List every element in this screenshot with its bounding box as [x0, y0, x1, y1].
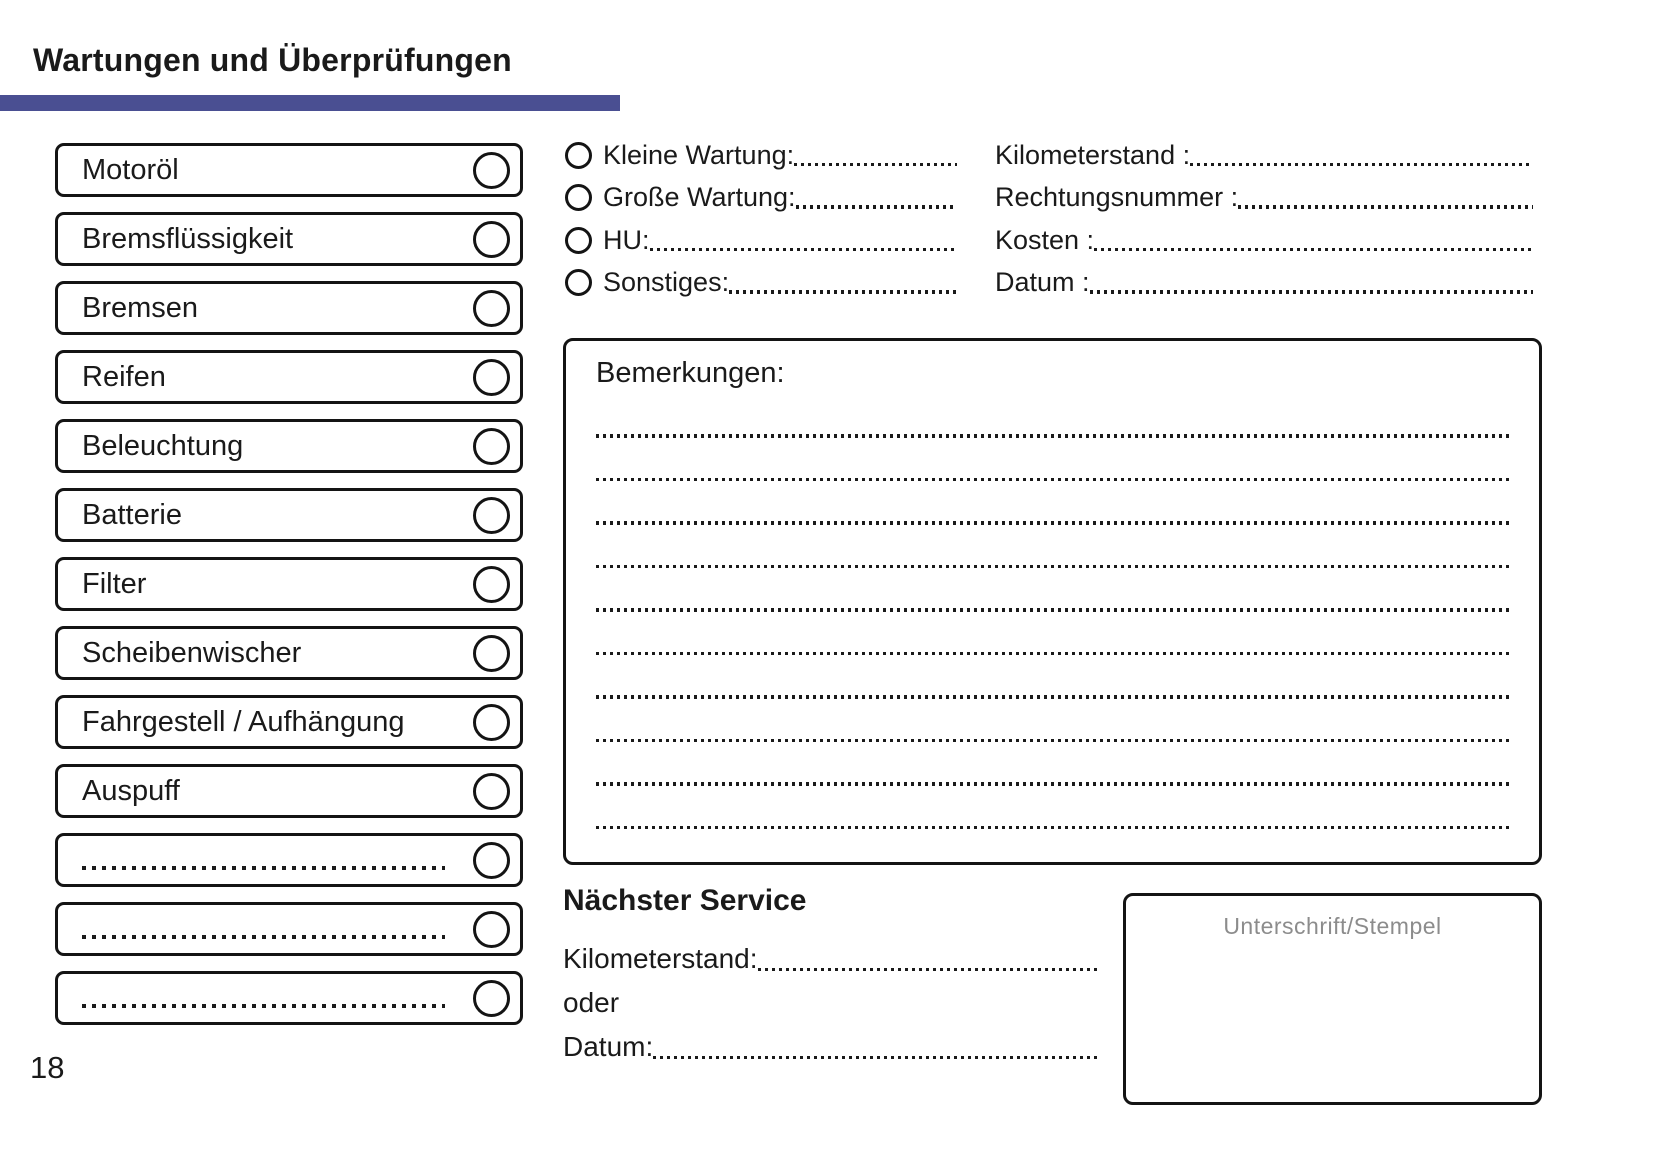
checklist-row-blank-3	[55, 971, 523, 1025]
remarks-writing-line[interactable]	[596, 826, 1509, 830]
next-service-section	[563, 884, 1098, 1076]
option-label: Große Wartung:	[603, 182, 796, 212]
checklist-row-auspuff	[55, 764, 523, 818]
check-circle[interactable]	[473, 428, 510, 465]
blank-fill-in-line[interactable]	[82, 935, 445, 939]
next-service-km-label: Kilometerstand:	[563, 943, 758, 974]
check-circle[interactable]	[473, 773, 510, 810]
checklist-item-label: Bremsen	[82, 291, 199, 324]
fill-in-line[interactable]	[1238, 205, 1533, 209]
checklist-row-reifen	[55, 350, 523, 404]
radio-circle[interactable]	[565, 184, 592, 211]
checklist-row-scheibenwischer	[55, 626, 523, 680]
check-circle[interactable]	[473, 290, 510, 327]
next-service-connector: oder	[563, 987, 620, 1018]
maintenance-checklist	[55, 143, 523, 1040]
checklist-item-label: Fahrgestell / Aufhängung	[82, 705, 405, 738]
page-number: 18	[30, 1050, 65, 1085]
checklist-row-bremsfluessigkeit	[55, 212, 523, 266]
radio-circle[interactable]	[565, 269, 592, 296]
signature-stamp-box[interactable]	[1123, 893, 1542, 1105]
next-service-date-label: Datum:	[563, 1031, 654, 1062]
field-row-kilometerstand	[995, 141, 1533, 169]
checklist-row-blank-1	[55, 833, 523, 887]
check-circle[interactable]	[473, 842, 510, 879]
field-label: Rechtungsnummer :	[995, 182, 1239, 212]
checklist-item-label: Beleuchtung	[82, 429, 244, 462]
remarks-writing-line[interactable]	[596, 695, 1509, 699]
field-label: Datum :	[995, 267, 1090, 297]
checklist-row-filter	[55, 557, 523, 611]
checklist-item-label: Batterie	[82, 498, 182, 531]
remarks-writing-line[interactable]	[596, 521, 1509, 525]
remarks-writing-line[interactable]	[596, 782, 1509, 786]
fill-in-line[interactable]	[650, 248, 958, 252]
remarks-writing-line[interactable]	[596, 608, 1509, 612]
remarks-title: Bemerkungen:	[596, 357, 785, 389]
remarks-writing-line[interactable]	[596, 739, 1509, 743]
radio-circle[interactable]	[565, 142, 592, 169]
checklist-row-fahrgestell-aufhaengung	[55, 695, 523, 749]
check-circle[interactable]	[473, 635, 510, 672]
checklist-item-label: Motoröl	[82, 153, 179, 186]
checklist-item-label: Filter	[82, 567, 147, 600]
check-circle[interactable]	[473, 911, 510, 948]
checklist-row-motoroel	[55, 143, 523, 197]
checklist-row-blank-2	[55, 902, 523, 956]
service-record-fields	[995, 141, 1533, 311]
field-label: Kosten :	[995, 224, 1095, 255]
radio-circle[interactable]	[565, 227, 592, 254]
option-row-kleine-wartung	[565, 141, 957, 169]
next-service-km-row	[563, 944, 1098, 974]
remarks-box	[563, 338, 1542, 865]
page-title: Wartungen und Überprüfungen	[33, 42, 512, 78]
field-row-rechnungsnummer	[995, 184, 1533, 212]
remarks-writing-line[interactable]	[596, 478, 1509, 482]
next-service-oder-row	[563, 988, 1098, 1018]
checklist-item-label: Reifen	[82, 360, 166, 393]
field-label: Kilometerstand :	[995, 139, 1191, 170]
blank-fill-in-line[interactable]	[82, 1004, 445, 1008]
fill-in-line[interactable]	[1090, 290, 1533, 294]
check-circle[interactable]	[473, 497, 510, 534]
field-row-datum	[995, 269, 1533, 297]
fill-in-line[interactable]	[1190, 163, 1533, 167]
fill-in-line[interactable]	[758, 968, 1098, 972]
option-label: Kleine Wartung:	[603, 139, 795, 170]
option-row-grosse-wartung	[565, 184, 957, 212]
option-row-sonstiges	[565, 269, 957, 297]
check-circle[interactable]	[473, 566, 510, 603]
check-circle[interactable]	[473, 980, 510, 1017]
checklist-item-label: Bremsflüssigkeit	[82, 222, 294, 255]
next-service-date-row	[563, 1032, 1098, 1062]
check-circle[interactable]	[473, 359, 510, 396]
remarks-writing-line[interactable]	[596, 652, 1509, 656]
fill-in-line[interactable]	[729, 290, 957, 294]
checklist-row-bremsen	[55, 281, 523, 335]
checklist-row-beleuchtung	[55, 419, 523, 473]
blank-fill-in-line[interactable]	[82, 866, 445, 870]
checklist-item-label: Scheibenwischer	[82, 636, 302, 669]
option-label: HU:	[603, 224, 650, 255]
fill-in-line[interactable]	[796, 205, 957, 209]
option-label: Sonstiges:	[603, 267, 730, 297]
field-row-kosten	[995, 226, 1533, 254]
remarks-writing-line[interactable]	[596, 565, 1509, 569]
fill-in-line[interactable]	[653, 1056, 1098, 1060]
fill-in-line[interactable]	[794, 163, 957, 167]
title-underline-bar	[0, 95, 620, 111]
check-circle[interactable]	[473, 704, 510, 741]
check-circle[interactable]	[473, 221, 510, 258]
check-circle[interactable]	[473, 152, 510, 189]
signature-stamp-label: Unterschrift/Stempel	[1223, 913, 1442, 939]
checklist-row-batterie	[55, 488, 523, 542]
next-service-title: Nächster Service	[563, 884, 807, 917]
fill-in-line[interactable]	[1094, 248, 1533, 252]
service-type-options	[565, 141, 957, 311]
remarks-writing-line[interactable]	[596, 434, 1509, 438]
option-row-hu	[565, 226, 957, 254]
checklist-item-label: Auspuff	[82, 774, 180, 807]
